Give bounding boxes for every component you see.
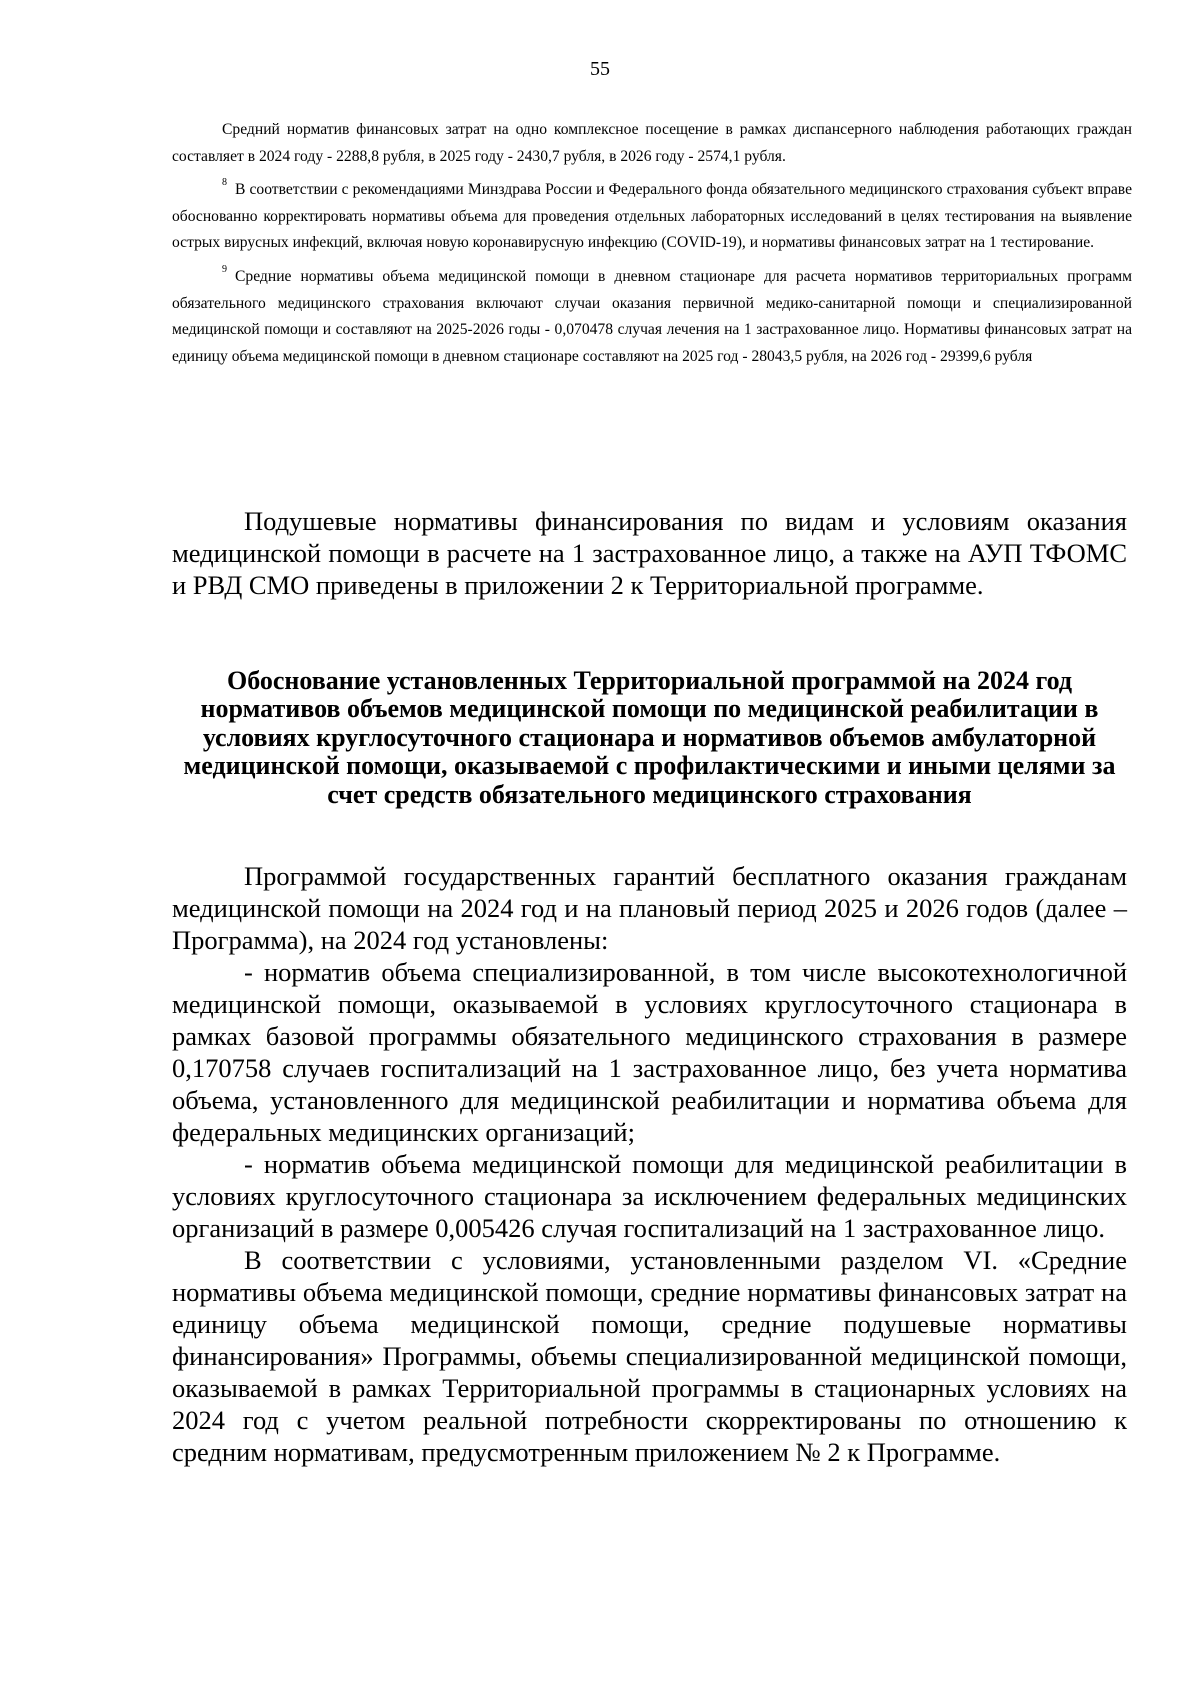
section-heading: Обоснование установленных Территориальной программой на 2024 год нормативов объемов медицинской помощи по медицинской реабилитации в условиях круглосуточного стационара и нормативов объемов амбулаторной медицинской помощи, оказываемой с профилактическими и иными целями за счет средств обязательного медицинского страхования <box>183 666 1116 809</box>
paragraph-program: Программой государственных гарантий бесплатного оказания гражданам медицинской помощи на 2024 год и на плановый период 2025 и 2026 годов (далее – Программа), на 2024 год установлены: <box>172 861 1127 955</box>
footnote-9 <box>172 257 1132 370</box>
footnote-continuation <box>172 117 1132 170</box>
footnotes <box>172 117 1132 370</box>
footnote-text: В соответствии с рекомендациями Минздрава России и Федерального фонда обязательного медицинского страхования субъект вправе обоснованно корректировать нормативы объема для проведения отдельных лабораторных исследований в целях тестирования на выявление острых вирусных инфекций, включая новую коронавирусную инфекцию (COVID-19), и нормативы финансовых затрат на 1 тестирование. <box>172 181 1132 252</box>
paragraph-conditions: В соответствии с условиями, установленными разделом VI. «Средние нормативы объема медицинской помощи, средние нормативы финансовых затрат на единицу объема медицинской помощи, средние подушевые нормативы финансирования» Программы, объемы специализированной медицинской помощи, оказываемой в рамках Территориальной программы в стационарных условиях на 2024 год с учетом реальной потребности скорректированы по отношению к средним нормативам, предусмотренным приложением № 2 к Программе. <box>172 1245 1127 1467</box>
main-text <box>172 860 1127 1468</box>
footnote-8 <box>172 170 1132 257</box>
footnote-marker: 8 <box>222 177 227 189</box>
footnote-marker: 9 <box>222 263 227 275</box>
intro-paragraph: Подушевые нормативы финансирования по видам и условиям оказания медицинской помощи в расчете на 1 застрахованное лицо, а также на АУП ТФОМС и РВД СМО приведены в приложении 2 к Территориальной программе. <box>172 506 1127 600</box>
footnote-text: Средние нормативы объема медицинской помощи в дневном стационаре для расчета нормативов территориальных программ обязательного медицинского страхования включают случаи оказания первичной медико-санитарной помощи и специализированной медицинской помощи и составляют на 2025-2026 годы - 0,070478 случая лечения на 1 застрахованное лицо. Нормативы финансовых затрат на единицу объема медицинской помощи в дневном стационаре составляют на 2025 год - 28043,5 рубля, на 2026 год - 29399,6 рубля <box>172 267 1132 365</box>
footnote-text: Средний норматив финансовых затрат на одно комплексное посещение в рамках диспансерного наблюдения работающих граждан составляет в 2024 году - 2288,8 рубля, в 2025 году - 2430,7 рубля, в 2026 году - 2574,1 рубля. <box>172 121 1132 165</box>
list-item-norm-rehabilitation: - норматив объема медицинской помощи для медицинской реабилитации в условиях круглосуточного стационара за исключением федеральных медицинских организаций в размере 0,005426 случая госпитализаций на 1 застрахованное лицо. <box>172 1149 1127 1243</box>
intro-section <box>172 505 1127 601</box>
list-item-norm-specialized: - норматив объема специализированной, в том числе высокотехнологичной медицинской помощи, оказываемой в условиях круглосуточного стационара в рамках базовой программы обязательного медицинского страхования в размере 0,170758 случаев госпитализаций на 1 застрахованное лицо, без учета норматива объема, установленного для медицинской реабилитации и норматива объема для федеральных медицинских организаций; <box>172 957 1127 1147</box>
page-number: 55 <box>590 58 610 80</box>
